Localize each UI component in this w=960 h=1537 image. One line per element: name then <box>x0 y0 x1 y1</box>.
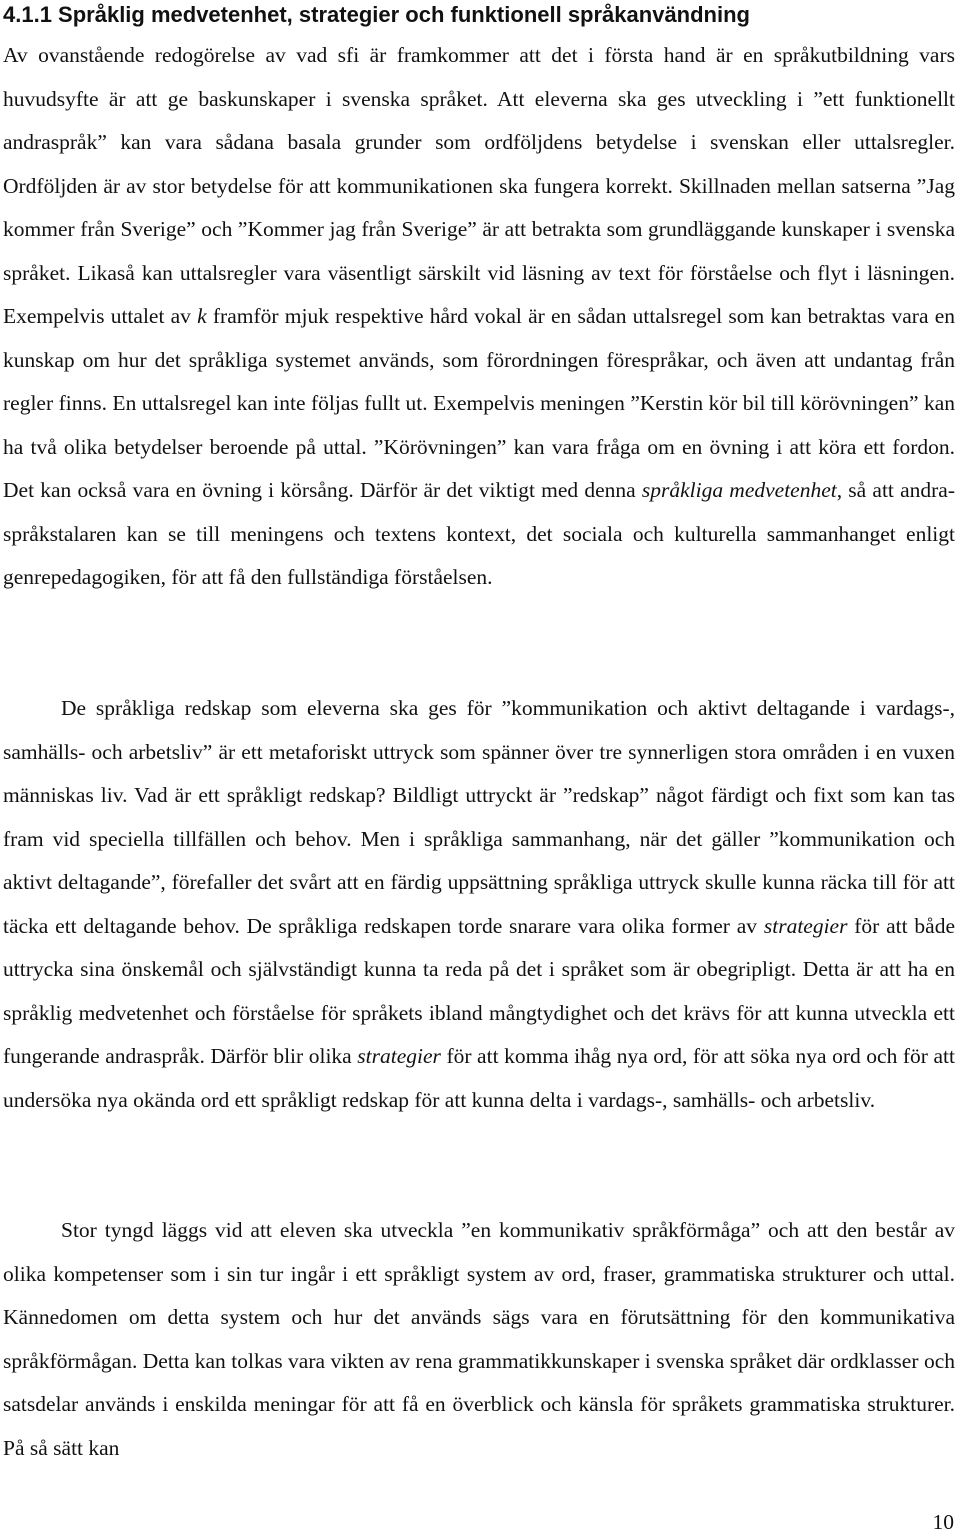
section-heading: 4.1.1 Språklig medvetenhet, strategier och funktionell språkanvändning <box>3 2 750 27</box>
italic-term-strategier: strategier <box>763 913 848 938</box>
paragraph-2-text: De språkliga redskap som eleverna ska ges för ”kommunikation och aktivt deltagande i vardags-, samhälls- och arbetsliv” är ett metaforiskt uttryck som spänner över tre synnerligen stora områden i en vuxen människas liv. Vad är ett språkligt redskap? Bildligt uttryckt är ”redskap” något färdigt och fixt som kan tas fram vid speciella tillfällen och behov. Men i språkliga sammanhang, när det gäller ”kommunikation och aktivt deltagande”, förefaller det svårt att en färdig uppsättning språkliga uttryck skulle kunna räcka till för att täcka ett deltagande behov. De språkliga redskapen torde snarare vara olika former av <box>3 696 960 938</box>
paragraph-2-text-continued: för att både uttrycka sina önskemål och självständigt kunna ta reda på det i språket som är obegripligt. Detta är att ha en språklig medvetenhet och förståelse för språkets ibland mångtydighet och det krävs för att kunna utveckla ett fungerande andraspråk. Därför blir olika <box>3 913 960 1068</box>
italic-term-strategier-2: strategier <box>357 1044 441 1068</box>
paragraph-1 <box>3 34 960 600</box>
paragraph-1-text-end: , så att andraspråkstalaren kan se till meningens och textens kontext, det sociala och kulturella sammanhanget enligt genrepedagogiken, för att få den fullständiga förståelsen. <box>3 478 960 589</box>
paragraph-1-text: Av ovanstående redogörelse av vad sfi är framkommer att det i första hand är en språkutbildning vars huvudsyfte är att ge baskunskaper i svenska språket. Att eleverna ska ges utveckling i ”ett funktionellt andraspråk” kan vara sådana basala grunder som ordföljdens betydelse i svenskan eller uttalsregler. Ordföljden är av stor betydelse för att kommunikationen ska fungera korrekt. Skillnaden mellan satserna ”Jag kommer från Sverige” och ”Kommer jag från Sverige” är att betrakta som grundläggande kunskaper i svenska språket. Likaså kan uttalsregler vara väsentligt särskilt vid läsning av text för förståelse och flyt i läsningen. Exempelvis uttalet av <box>3 43 960 328</box>
italic-term-sprakliga-medvetenhet: språkliga medvetenhet <box>641 478 837 502</box>
page-number: 10 <box>932 1510 954 1534</box>
paragraph-2 <box>3 687 960 1122</box>
paragraph-3 <box>3 1209 960 1470</box>
italic-letter-k: k <box>197 304 207 328</box>
paragraph-3-text: Stor tyngd läggs vid att eleven ska utveckla ”en kommunikativ språkförmåga” och att den består av olika kompetenser som i sin tur ingår i ett språkligt system av ord, fraser, grammatiska strukturer och uttal. Kännedomen om detta system och hur det används sägs vara en förutsättning för den kommunikativa språkförmågan. Detta kan tolkas vara vikten av rena grammatikkunskaper i svenska språket där ordklasser och satsdelar används i enskilda meningar för att få en överblick och känsla för språkets grammatiska strukturer. På så sätt kan <box>3 1218 960 1460</box>
paragraph-1-text-continued: framför mjuk respektive hård vokal är en sådan uttalsregel som kan betraktas vara en kunskap om hur det språkliga systemet används, som förordningen förespråkar, och även att undantag från regler finns. En uttalsregel kan inte följas fullt ut. Exempelvis meningen ”Kerstin kör bil till körövningen” kan ha två olika betydelser beroende på uttal. ”Körövningen” kan vara fråga om en övning i att köra ett fordon. Det kan också vara en övning i körsång. Därför är det viktigt med denna <box>3 304 960 502</box>
paragraph-2-text-end: för att komma ihåg nya ord, för att söka nya ord och för att undersöka nya okända ord ett språkligt redskap för att kunna delta i vardags-, samhälls- och arbetsliv. <box>3 1044 960 1112</box>
